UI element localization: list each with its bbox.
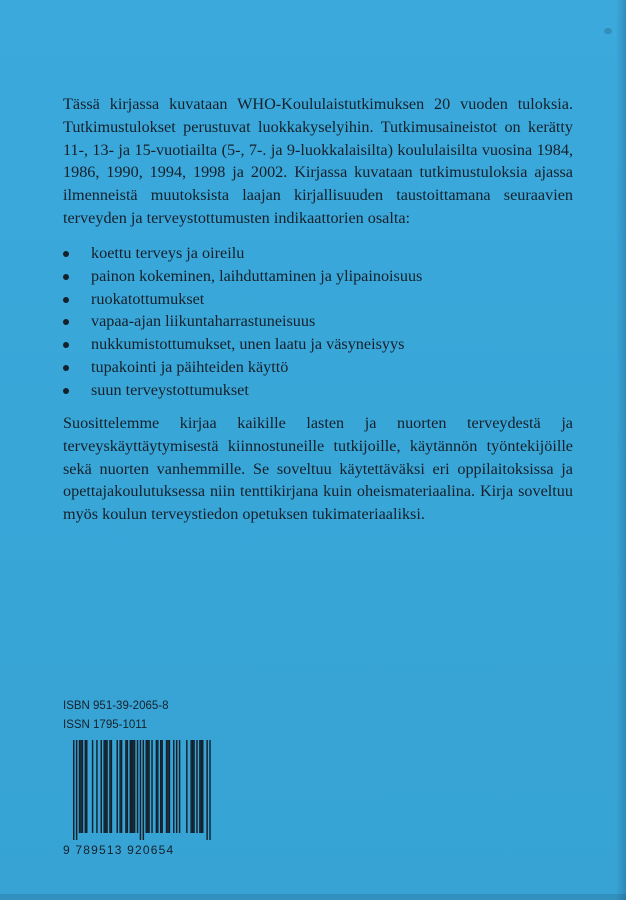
barcode-bar xyxy=(160,740,161,833)
topic-item xyxy=(63,265,573,288)
barcode-bar xyxy=(134,740,135,833)
barcode-bar xyxy=(140,740,141,840)
barcode-bar xyxy=(201,740,202,833)
isbn-label: ISBN 951-39-2065-8 xyxy=(63,700,169,712)
barcode-bar xyxy=(92,740,93,833)
barcode-bar xyxy=(127,740,128,833)
topic-label: koettu terveys ja oireilu xyxy=(91,243,245,262)
topic-label: nukkumistottumukset, unen laatu ja väsyneisyys xyxy=(91,335,405,354)
bullet-icon xyxy=(63,365,69,371)
bullet-icon xyxy=(63,388,69,394)
barcode-bar xyxy=(125,740,126,833)
barcode-bar xyxy=(79,740,80,833)
bullet-icon xyxy=(63,274,69,280)
barcode-bar xyxy=(86,740,87,833)
barcode-bar xyxy=(73,740,74,840)
barcode-bar xyxy=(209,740,210,840)
barcode xyxy=(63,740,218,862)
publication-identifiers xyxy=(63,697,168,734)
barcode-bar xyxy=(190,740,191,833)
barcode-bar xyxy=(157,740,158,833)
issn-label: ISSN 1795-1011 xyxy=(63,718,148,731)
topic-label: vapaa-ajan liikuntaharrastuneisuus xyxy=(91,312,316,331)
barcode-bar xyxy=(176,740,177,833)
topic-item xyxy=(63,356,573,379)
barcode-bar xyxy=(161,740,162,833)
barcode-bar xyxy=(82,740,83,833)
topic-item xyxy=(63,288,573,311)
printing-mark xyxy=(604,28,612,34)
barcode-icon xyxy=(63,740,218,840)
bullet-icon xyxy=(63,297,69,303)
barcode-bar xyxy=(76,740,77,840)
barcode-bar xyxy=(101,740,102,833)
barcode-bar xyxy=(148,740,149,833)
barcode-bar xyxy=(103,740,104,833)
barcode-digits: 9 789513 920654 xyxy=(63,843,175,857)
barcode-bar xyxy=(173,740,174,833)
topic-label: ruokatottumukset xyxy=(91,289,205,308)
barcode-bar xyxy=(169,740,170,833)
barcode-bar xyxy=(193,740,194,833)
barcode-bar xyxy=(130,740,131,833)
barcode-bar xyxy=(85,740,86,833)
barcode-bar xyxy=(105,740,106,833)
barcode-bar xyxy=(137,740,138,833)
barcode-bar xyxy=(96,740,97,833)
barcode-bar xyxy=(80,740,81,833)
bullet-icon xyxy=(63,342,69,348)
back-cover-blurb xyxy=(63,93,573,526)
topic-item xyxy=(63,310,573,333)
topic-label: tupakointi ja päihteiden käyttö xyxy=(91,358,289,377)
cover-bottom-edge xyxy=(0,894,626,900)
barcode-bar xyxy=(147,740,148,833)
barcode-bar xyxy=(111,740,112,833)
barcode-bar xyxy=(143,740,144,840)
barcode-bar xyxy=(179,740,180,833)
barcode-bar xyxy=(109,740,110,833)
barcode-bar xyxy=(131,740,132,833)
barcode-bar xyxy=(206,740,207,840)
barcode-bar xyxy=(196,740,197,833)
cover-edge-shadow xyxy=(616,0,626,900)
barcode-bar xyxy=(186,740,187,833)
barcode-bar xyxy=(151,740,152,833)
barcode-bar xyxy=(119,740,120,833)
topic-list xyxy=(63,242,573,402)
barcode-bar xyxy=(199,740,200,833)
bullet-icon xyxy=(63,251,69,257)
topic-label: suun terveystottumukset xyxy=(91,381,249,400)
intro-paragraph: Tässä kirjassa kuvataan WHO-Koululaistutkimuksen 20 vuoden tuloksia. Tutkimustulokset perustuvat luokkakyselyihin. Tutkimusaineistot on kerätty 11-, 13- ja 15-vuotiailta (5-, 7-. ja 9-luokkalaisilta) koululaisilta vuosina 1984, 1986, 1990, 1994, 1998 ja 2002. Kirjassa kuvataan tutkimustuloksia ajassa ilmenneistä muutoksista laajan kirjallisuuden taustoittamana seuraavien terveyden ja terveystottumusten indikaattorien osalta: xyxy=(63,95,573,227)
barcode-bar xyxy=(121,740,122,833)
barcode-bar xyxy=(117,740,118,833)
topic-item xyxy=(63,333,573,356)
topic-item xyxy=(63,379,573,402)
barcode-bar xyxy=(156,740,157,833)
barcode-bar xyxy=(167,740,168,833)
barcode-bar xyxy=(106,740,107,833)
barcode-bar xyxy=(132,740,133,833)
barcode-bar xyxy=(202,740,203,833)
barcode-bar xyxy=(146,740,147,833)
topic-label: painon kokeminen, laihduttaminen ja ylipainoisuus xyxy=(91,266,423,285)
topic-item xyxy=(63,242,573,265)
recommendation-paragraph: Suosittelemme kirjaa kaikille lasten ja nuorten terveydestä ja terveyskäyttäytymisestä kiinnostuneille tutkijoille, käytännön työntekijöille sekä nuorten vanhemmille. Se soveltuu käytettäväksi eri oppilaitoksissa ja opettajakoulutuksessa niin tenttikirjana kuin oheismateriaalina. Kirja soveltuu myös koulun terveystiedon opetuksen tukimateriaaliksi. xyxy=(63,414,573,524)
barcode-bar xyxy=(166,740,167,833)
barcode-bar xyxy=(192,740,193,833)
bullet-icon xyxy=(63,319,69,325)
